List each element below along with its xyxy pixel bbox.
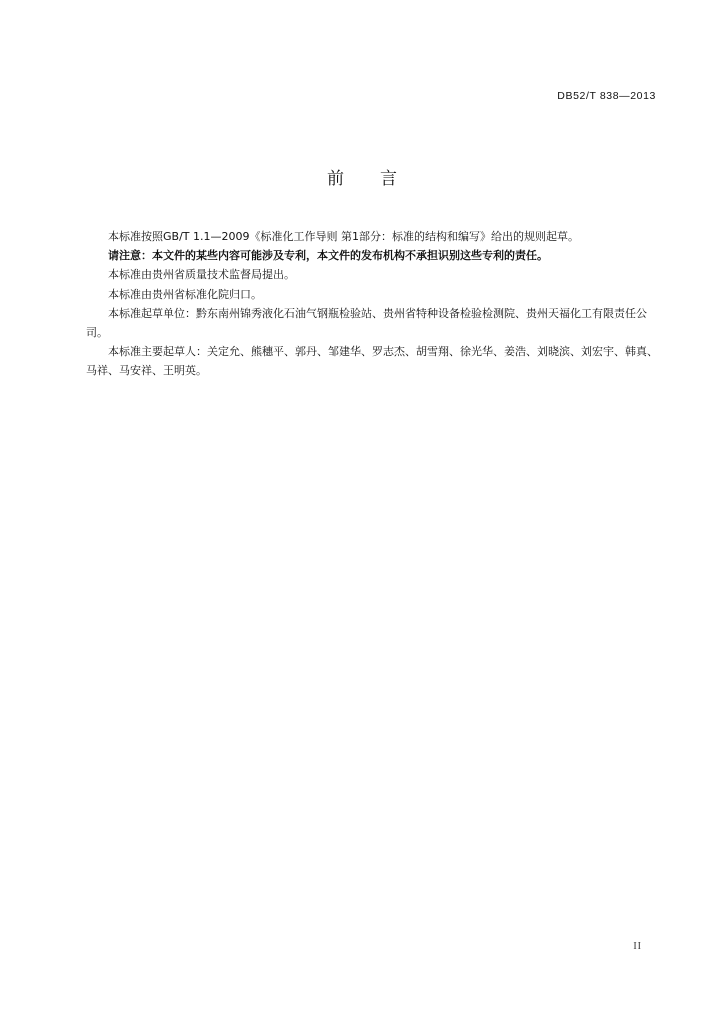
document-code: DB52/T 838—2013 (557, 90, 656, 102)
paragraph-drafting-rules: 本标准按照GB/T 1.1—2009《标准化工作导则 第1部分：标准的结构和编写》给出的规则起草。 (108, 230, 579, 243)
paragraph-drafting-units: 本标准起草单位：黔东南州锦秀液化石油气钢瓶检验站、贵州省特种设备检验检测院、贵州天福化工有限责任公司。 (86, 306, 647, 340)
paragraph-patent-notice: 请注意：本文件的某些内容可能涉及专利，本文件的发布机构不承担识别这些专利的责任。 (108, 249, 548, 263)
paragraph-proposer: 本标准由贵州省质量技术监督局提出。 (108, 268, 295, 282)
foreword-body (86, 227, 658, 381)
page-title: 前言 (327, 169, 433, 189)
page-number: II (633, 941, 642, 952)
paragraph-drafters: 本标准主要起草人：关定允、熊穗平、郭丹、邹建华、罗志杰、胡雪翔、徐光华、姜浩、刘晓滨、刘宏宇、韩真、马祥、马安祥、王明英。 (86, 345, 658, 378)
paragraph-centralized-unit: 本标准由贵州省标准化院归口。 (108, 287, 262, 301)
